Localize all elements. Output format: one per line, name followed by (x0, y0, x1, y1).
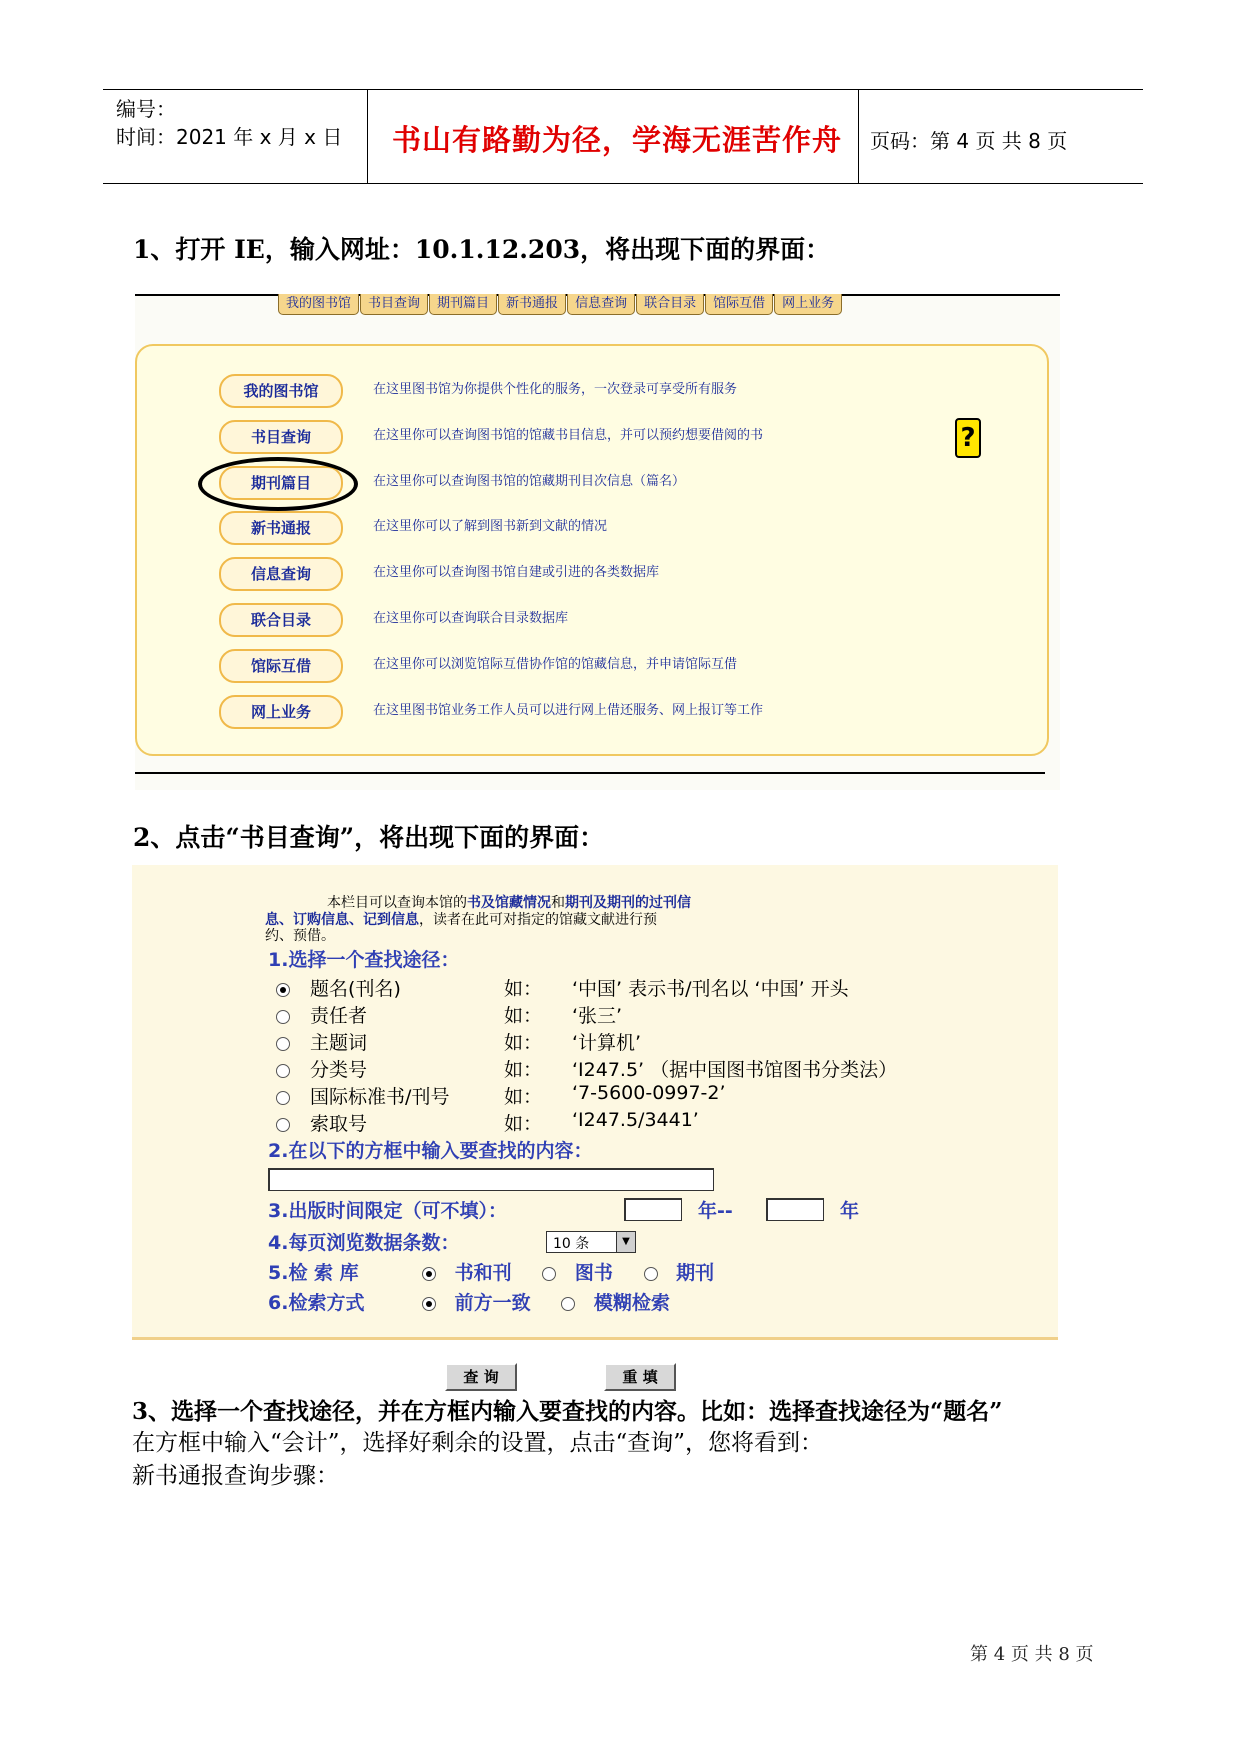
option-eg: 如： (504, 1032, 543, 1054)
desc-catalog-search: 在这里你可以查询图书馆的馆藏书目信息，并可以预约想要借阅的书 (373, 428, 764, 443)
option-example: ‘I247.5/3441’ (572, 1109, 699, 1131)
db-options: 书和刊 图书 期刊 (422, 1258, 714, 1285)
nav-union-catalog[interactable]: 联合目录 (219, 603, 343, 637)
portal-panel (135, 344, 1049, 756)
section-3-title: 3.出版时间限定（可不填）： (268, 1200, 507, 1222)
nav-interlibrary-loan[interactable]: 馆际互借 (219, 649, 343, 683)
option-subject: 主题词 (276, 1028, 367, 1055)
radio-author[interactable] (276, 1010, 290, 1024)
radio-title[interactable] (276, 983, 290, 997)
year-to-input[interactable] (766, 1198, 824, 1221)
year-from-suffix: 年-- (698, 1200, 733, 1222)
header-bottom-rule (103, 183, 1143, 184)
tab-catalog-search[interactable]: 书目查询 (360, 294, 428, 315)
radio-isbn[interactable] (276, 1091, 290, 1105)
section-1-title: 1.选择一个查找途径： (268, 949, 460, 971)
intro-line-2: 息、订购信息、记到信息，读者在此可对指定的馆藏文献进行预 (265, 912, 657, 928)
option-eg: 如： (504, 1086, 543, 1108)
radio-db-all[interactable] (422, 1267, 436, 1281)
desc-union-catalog: 在这里你可以查询联合目录数据库 (373, 611, 569, 626)
per-page-select[interactable] (546, 1231, 636, 1253)
nav-new-books[interactable]: 新书通报 (219, 511, 343, 545)
step-3-line-2: 在方框中输入“会计”，选择好剩余的设置，点击“查询”，您将看到： (132, 1430, 824, 1456)
intro-line-3: 约、预借。 (265, 928, 335, 944)
page-label: 页码：第 4 页 共 8 页 (870, 129, 1068, 153)
footer-page-number: 第 4 页 共 8 页 (970, 1644, 1094, 1665)
desc-interlibrary-loan: 在这里你可以浏览馆际互借协作馆的馆藏信息，并申请馆际互借 (373, 657, 738, 672)
option-call-number: 索取号 (276, 1109, 367, 1136)
nav-online-services[interactable]: 网上业务 (219, 695, 343, 729)
year-from-input[interactable] (624, 1198, 682, 1221)
radio-mode-prefix[interactable] (422, 1297, 436, 1311)
section-6-title: 6.检索方式 (268, 1292, 365, 1314)
step-3-line-1: 3、选择一个查找途径，并在方框内输入要查找的内容。比如：选择查找途径为“题名” (132, 1398, 1003, 1425)
search-input[interactable] (268, 1168, 714, 1191)
desc-journal-articles: 在这里你可以查询图书馆的馆藏期刊目次信息（篇名） (373, 474, 686, 489)
option-isbn: 国际标准书/刊号 (276, 1082, 449, 1109)
option-title: 题名(刊名) (276, 974, 401, 1001)
tab-new-books[interactable]: 新书通报 (498, 294, 566, 315)
desc-my-library: 在这里图书馆为你提供个性化的服务，一次登录可享受所有服务 (373, 382, 738, 397)
header-divider (367, 90, 368, 184)
tab-info-search[interactable]: 信息查询 (567, 294, 635, 315)
question-mark-icon[interactable]: ? (955, 418, 981, 458)
header-divider (858, 90, 859, 184)
catalog-search-screenshot (132, 865, 1058, 1340)
desc-new-books: 在这里你可以了解到图书新到文献的情况 (373, 519, 608, 534)
chevron-down-icon[interactable]: ▼ (616, 1232, 635, 1252)
tab-online-services[interactable]: 网上业务 (774, 294, 842, 315)
tab-interlibrary-loan[interactable]: 馆际互借 (705, 294, 773, 315)
option-example: ‘张三’ (572, 1005, 623, 1027)
bottom-rule (135, 772, 1045, 774)
reset-button[interactable]: 重 填 (604, 1363, 676, 1391)
step-2-text: 2、点击“书目查询”，将出现下面的界面： (133, 823, 605, 852)
tab-journal-articles[interactable]: 期刊篇目 (429, 294, 497, 315)
section-4-title: 4.每页浏览数据条数： (268, 1232, 460, 1254)
portal-tab-bar (278, 294, 842, 316)
radio-class-number[interactable] (276, 1064, 290, 1078)
option-eg: 如： (504, 978, 543, 1000)
section-2-title: 2.在以下的方框中输入要查找的内容： (268, 1140, 593, 1162)
option-author: 责任者 (276, 1001, 367, 1028)
tab-my-library[interactable]: 我的图书馆 (278, 294, 359, 315)
form-divider (132, 1337, 1058, 1340)
option-example: ‘7-5600-0997-2’ (572, 1082, 726, 1104)
library-portal-screenshot (135, 294, 1060, 790)
motto: 书山有路勤为径，学海无涯苦作舟 (392, 123, 843, 157)
option-example: ‘计算机’ (572, 1032, 642, 1054)
step-1-text: 1、打开 IE，输入网址：10.1.12.203，将出现下面的界面： (133, 235, 831, 264)
highlight-ellipse (198, 457, 358, 511)
radio-db-journals[interactable] (644, 1267, 658, 1281)
nav-my-library[interactable]: 我的图书馆 (219, 374, 343, 408)
nav-info-search[interactable]: 信息查询 (219, 557, 343, 591)
option-eg: 如： (504, 1059, 543, 1081)
section-5-title: 5.检 索 库 (268, 1262, 359, 1284)
radio-subject[interactable] (276, 1037, 290, 1051)
desc-info-search: 在这里你可以查询图书馆自建或引进的各类数据库 (373, 565, 660, 580)
option-example: ‘I247.5’ （据中国图书馆图书分类法） (572, 1059, 898, 1081)
option-class-number: 分类号 (276, 1055, 367, 1082)
nav-journal-articles[interactable]: 期刊篇目 (219, 466, 343, 500)
nav-catalog-search[interactable]: 书目查询 (219, 420, 343, 454)
time-label: 时间：2021 年 x 月 x 日 (116, 125, 343, 149)
intro-line-1: 本栏目可以查询本馆的书及馆藏情况和期刊及期刊的过刊信 (327, 895, 691, 911)
desc-online-services: 在这里图书馆业务工作人员可以进行网上借还服务、网上报订等工作 (373, 703, 764, 718)
option-eg: 如： (504, 1113, 543, 1135)
radio-db-books[interactable] (542, 1267, 556, 1281)
per-page-value: 10 条 (553, 1236, 590, 1252)
radio-mode-fuzzy[interactable] (561, 1297, 575, 1311)
tab-union-catalog[interactable]: 联合目录 (636, 294, 704, 315)
option-eg: 如： (504, 1005, 543, 1027)
query-button[interactable]: 查 询 (445, 1363, 517, 1391)
new-books-steps-heading: 新书通报查询步骤： (132, 1463, 339, 1489)
option-example: ‘中国’ 表示书/刊名以 ‘中国’ 开头 (572, 978, 849, 1000)
radio-call-number[interactable] (276, 1118, 290, 1132)
mode-options: 前方一致 模糊检索 (422, 1288, 670, 1315)
header-top-rule (103, 89, 1143, 90)
number-label: 编号： (116, 97, 176, 121)
year-to-suffix: 年 (840, 1200, 860, 1222)
